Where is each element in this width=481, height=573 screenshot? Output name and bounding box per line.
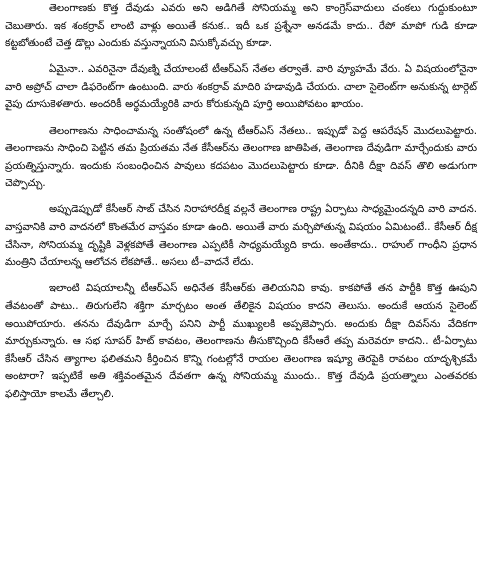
article-paragraph: అప్పుడెప్పుడో కేసీఆర్ సాబ్ చేసిన నిరాహారదీక్ష వల్లనే తెలంగాణ రాష్ట్ర ఏర్పాటు సాధ్యమైందన్నది వారి వాదన. వాస్తవానికి వారి వాదనలో కొంతమేర వాస్తవం కూడా ఉంది. అయితే వారు మర్చిపోతున్న విషయం ఏమిటంటే.. కేసీఆర్ దీక్ష చేసినా, సోనియమ్మ దృష్టికి వెళ్లకపోతే తెలంగాణ ఎప్పటికీ సాధ్యమయ్యేది కాదు. అంతేకాదు.. రాహుల్ గాంధీని ప్రధాన మంత్రిని చేయాలన్న ఆలోచన లేకపోతే.. అసలు టీ–వాదనే లేదు. [5, 204, 477, 269]
article-body [5, 0, 477, 403]
article-paragraph: తెలంగాణను సాధించామన్న సంతోషంలో ఉన్న టీఆర్ఎస్ నేతలు.. ఇప్పుడో పెద్ద ఆపరేషన్ మొదలుపెట్టారు. తెలంగాణను సాధించి పెట్టిన తమ ప్రియతమ నేత కేసీఆర్‌ను తెలంగాణ జాతిపిత, తెలంగాణ దేవుడిగా మార్చేందుకు వారు ప్రయత్నిస్తున్నారు. ఇందుకు సంబంధించిన పావులు కదపటం మొదలుపెట్టారు కూడా. దీనికి దీక్షా దివస్ తొలి అడుగుగా చెప్పొచ్చు. [5, 125, 477, 190]
article-paragraph: తెలంగాణకు కొత్త దేవుడు ఎవరు అని అడిగితే సోనియమ్మ అని కాంగ్రెస్‌వాదులు చంకలు గుద్దుకుంటూ చెబుతారు. ఇక శంకర్రావ్ లాంటి వాళ్లు అయితే కనుక.. ఇదీ ఒక ప్రశ్నేనా అనడమే కాదు.. రేపో మాపో గుడి కూడా కట్టబోతుంటే చెత్త డొల్లు ఎందుకు వస్తున్నాయని విసుక్కోవచ్చు కూడా. [5, 3, 477, 50]
article-paragraph: ఏమైనా.. ఎవరినైనా దేవుణ్ని చేయాలంటే టీఆర్ఎస్ నేతల తర్వాతే. వారి వ్యూహమే వేరు. ఏ విషయంలోనైనా వారి అప్రోచ్ చాలా డిఫరెంట్‌గా ఉంటుంది. వారు శంకర్రావ్ మాదిరి హడావుడి చేయరు. చాలా సైలెంట్‌గా అనుకున్న టార్గెట్ వైపు దూసుకెళతారు. అందరికీ అర్థమయ్యేరికి వారు కోరుకున్నది పూర్తి అయిపోవటం ఖాయం. [5, 64, 477, 111]
article-paragraph: ఇలాంటి విషయాలన్నీ టీఆర్ఎస్ అధినేత కేసీఆర్‌కు తెలియనివి కావు. కాకపోతే తన పార్టీకి కొత్త ఊపుని తేవటంతో పాటు.. తిరుగులేని శక్తిగా మార్చటం అంత తేలికైన విషయం కాదని తెలుసు. అందుకే ఆయన సైలెంట్ అయిపోయారు. తనను దేవుడిగా మార్చే పనిని పార్టీ ముఖ్యులకి అప్పజెప్పారు. అందుకు దీక్షా దివస్‌ను వేదికగా మార్చుకున్నారు. ఆ సభ సూపర్ హిట్ కావటం, తెలంగాణను తీసుకొచ్చింది కేసీఆరే తప్ప మరెవరూ కాదని.. టీ-ఏర్పాటు కేసీఆర్ చేసిన త్యాగాల ఫలితమని కీర్తించిన కొన్ని గంటల్లోనే రాయల తెలంగాణ ఇష్యూ తెరపైకి రావటం యాదృశ్చికమే అంటారా? ఇప్పటికే అతి శక్తివంతమైన దేవతగా ఉన్న సోనియమ్మ ముందు.. కొత్త దేవుడి ప్రయత్నాలు ఎంతవరకు ఫలిస్తాయో కాలమే తేల్చాలి. [5, 283, 477, 400]
